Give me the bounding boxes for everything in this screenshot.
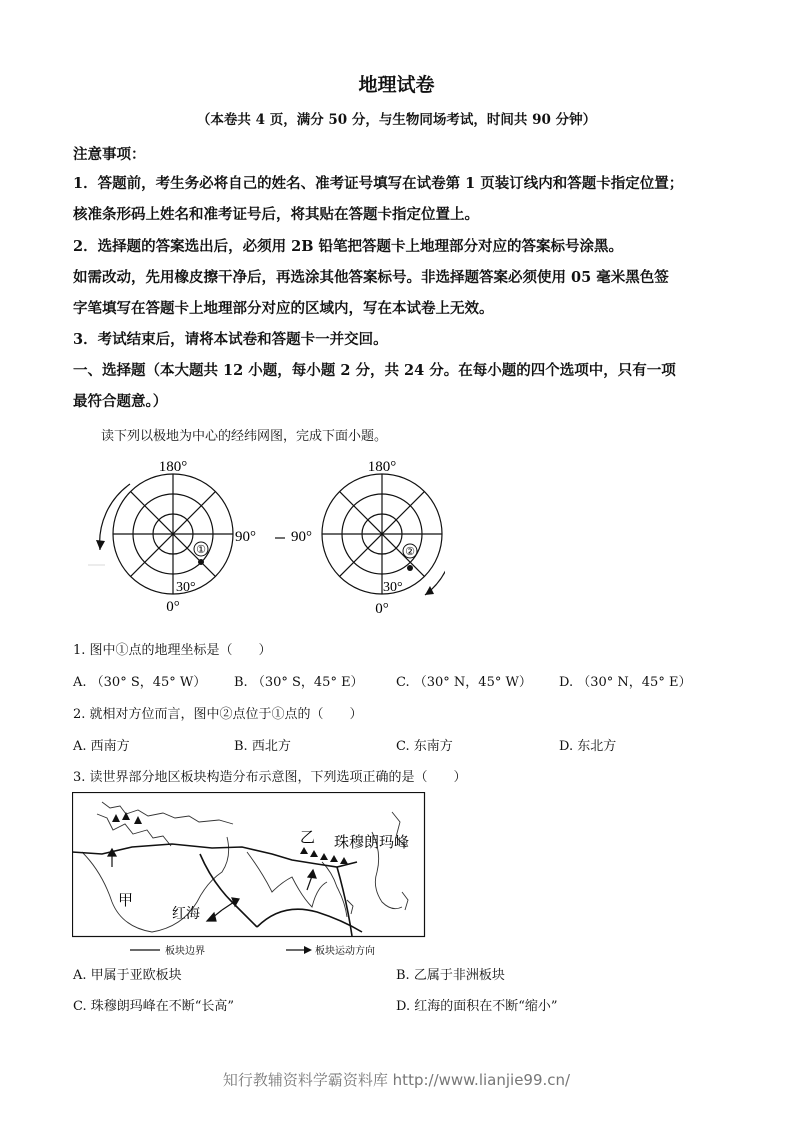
- question-3-option-a[interactable]: A. 甲属于亚欧板块: [73, 968, 182, 983]
- polar-grid-figure: [85, 455, 445, 620]
- right-label-180: 180°: [367, 459, 397, 475]
- question-2-option-b[interactable]: B. 西北方: [234, 739, 291, 754]
- left-label-90: 90°: [235, 529, 256, 545]
- section-heading-line-1: 一、选择题（本大题共 12 小题，每小题 2 分，共 24 分。在每小题的四个选项中，只有一项: [73, 362, 676, 379]
- right-label-0: 0°: [375, 601, 389, 617]
- left-arrow-head: [96, 540, 105, 550]
- notes-line-6: 3．考试结束后，请将本试卷和答题卡一并交回。: [73, 331, 388, 348]
- question-3-stem: 3. 读世界部分地区板块构造分布示意图，下列选项正确的是（ ）: [73, 770, 467, 785]
- page-subtitle: （本卷共 4 页，满分 50 分，与生物同场考试，时间共 90 分钟）: [196, 112, 597, 128]
- left-label-0: 0°: [166, 599, 180, 615]
- label-red-sea: 红海: [172, 907, 200, 922]
- footer-watermark[interactable]: 知行教辅资料学霸资料库 http://www.lianjie99.cn/: [222, 1071, 571, 1089]
- question-2-option-c[interactable]: C. 东南方: [396, 739, 453, 754]
- page-title: 地理试卷: [358, 74, 435, 96]
- question-1-option-c[interactable]: C. （30° N，45° W）: [396, 675, 532, 690]
- notes-line-4: 如需改动，先用橡皮擦干净后，再选涂其他答案标号。非选择题答案必须使用 05 毫米黑色签: [73, 269, 669, 286]
- label-yi: 乙: [300, 830, 316, 846]
- plate-tectonics-map: [72, 792, 427, 960]
- point-1-marker: ①: [196, 544, 206, 556]
- left-rotation-arrow: [100, 484, 130, 550]
- question-3-option-c[interactable]: C. 珠穆朗玛峰在不断“长高”: [73, 999, 235, 1014]
- figure-intro: 读下列以极地为中心的经纬网图，完成下面小题。: [101, 429, 388, 444]
- section-heading-line-2: 最符合题意。）: [73, 393, 168, 410]
- point-2-dot: [407, 565, 413, 571]
- notes-line-2: 核准条形码上姓名和准考证号后，将其贴在答题卡指定位置上。: [73, 206, 479, 223]
- question-1-option-a[interactable]: A. （30° S，45° W）: [73, 675, 207, 690]
- question-2-option-a[interactable]: A. 西南方: [73, 739, 130, 754]
- question-2-option-d[interactable]: D. 东北方: [559, 739, 617, 754]
- left-label-30: 30°: [176, 580, 196, 595]
- question-1-option-b[interactable]: B. （30° S，45° E）: [234, 675, 364, 690]
- question-3-option-b[interactable]: B. 乙属于非洲板块: [396, 968, 505, 983]
- label-jia: 甲: [118, 893, 134, 909]
- label-everest: 珠穆朗玛峰: [334, 835, 410, 851]
- notes-line-3: 2．选择题的答案选出后，必须用 2B 铅笔把答题卡上地理部分对应的答案标号涂黑。: [73, 238, 624, 255]
- right-label-90: 90°: [291, 529, 312, 545]
- point-1-dot: [198, 559, 204, 565]
- notes-line-5: 字笔填写在答题卡上地理部分对应的区域内，写在本试卷上无效。: [73, 300, 494, 317]
- question-2-stem: 2. 就相对方位而言，图中②点位于①点的（ ）: [73, 707, 363, 722]
- legend-boundary-label: 板块边界: [165, 946, 205, 957]
- notes-heading: 注意事项：: [73, 146, 146, 163]
- point-2-marker: ②: [405, 546, 415, 558]
- question-3-option-d[interactable]: D. 红海的面积在不断“缩小”: [396, 999, 558, 1014]
- question-1-stem: 1. 图中①点的地理坐标是（ ）: [73, 643, 272, 658]
- question-1-option-d[interactable]: D. （30° N，45° E）: [559, 675, 692, 690]
- left-label-180: 180°: [158, 459, 188, 475]
- legend-arrow-icon: [304, 946, 312, 954]
- right-arrow-head: [425, 586, 434, 595]
- notes-line-1: 1．答题前，考生务必将自己的姓名、准考证号填写在试卷第 1 页装订线内和答题卡指定位置；: [73, 175, 684, 192]
- legend-motion-label: 板块运动方向: [315, 946, 375, 957]
- right-label-30: 30°: [383, 580, 403, 595]
